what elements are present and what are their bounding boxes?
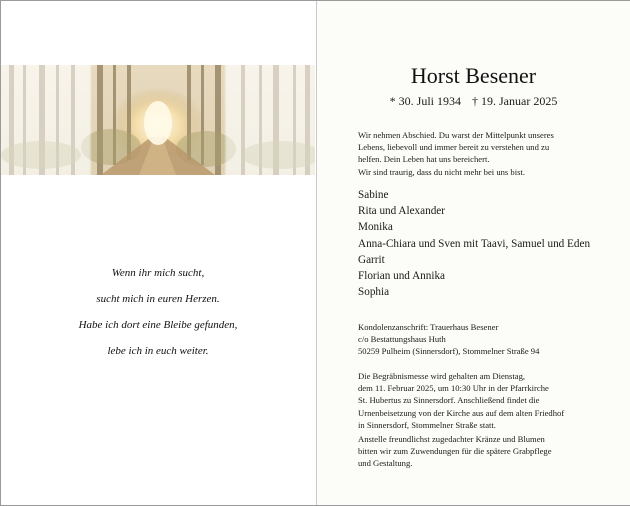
text-line: bitten wir zum Zuwendungen für die spätere Grabpflege: [358, 446, 552, 457]
birth-date: * 30. Juli 1934: [389, 94, 461, 108]
poem-line: Wenn ihr mich sucht,: [111, 267, 205, 279]
poem: [1, 266, 315, 370]
left-panel: [1, 1, 315, 505]
family-list: [358, 187, 590, 300]
family-member: Anna-Chiara und Sven mit Taavi, Samuel und Eden: [358, 237, 591, 250]
text-line: Wir nehmen Abschied. Du warst der Mittelpunkt unseres: [358, 130, 554, 140]
text-line: Wir sind traurig, dass du nicht mehr bei uns bist.: [358, 166, 525, 177]
text-line: c/o Bestattungshaus Huth: [358, 334, 446, 345]
farewell-text: [358, 129, 618, 178]
donation-request: [358, 433, 618, 470]
text-line: Anstelle freundlichst zugedachter Kränze und Blumen: [358, 434, 545, 444]
right-panel: [316, 1, 630, 505]
text-line: St. Hubertus zu Sinnersdorf. Anschließend findet die: [358, 395, 540, 406]
text-line: Kondolenzanschrift: Trauerhaus Besener: [358, 322, 499, 332]
deceased-name: Horst Besener: [410, 63, 537, 88]
life-dates: [317, 94, 630, 109]
text-line: Lebens, liebevoll und immer bereit zu verstehen und zu: [358, 142, 550, 153]
condolence-address: [358, 321, 618, 358]
poem-line: lebe ich in euch weiter.: [107, 345, 209, 357]
family-member: Sabine: [358, 189, 389, 201]
family-member: Garrit: [358, 253, 385, 266]
poem-line: sucht mich in euren Herzen.: [96, 293, 220, 305]
family-member: Sophia: [358, 286, 390, 299]
family-member: Rita und Alexander: [358, 205, 445, 218]
text-line: Die Begräbnismesse wird gehalten am Dienstag,: [358, 371, 526, 381]
funeral-mass-info: [358, 370, 618, 431]
text-line: Urnenbeisetzung von der Kirche aus auf dem alten Friedhof: [358, 407, 565, 418]
text-line: helfen. Dein Leben hat uns bereichert.: [358, 154, 490, 165]
text-line: dem 11. Februar 2025, um 10:30 Uhr in der Pfarrkirche: [358, 383, 549, 394]
text-line: 50259 Pulheim (Sinnersdorf), Stommelner Straße 94: [358, 346, 540, 357]
poem-line: Habe ich dort eine Bleibe gefunden,: [78, 319, 238, 331]
family-member: Monika: [358, 221, 393, 234]
forest-path-photo: [1, 65, 315, 175]
text-line: in Sinnersdorf, Stommelner Straße statt.: [358, 419, 496, 430]
death-date: † 19. Januar 2025: [472, 94, 558, 108]
text-line: und Gestaltung.: [358, 458, 413, 469]
family-member: Florian und Annika: [358, 270, 446, 283]
